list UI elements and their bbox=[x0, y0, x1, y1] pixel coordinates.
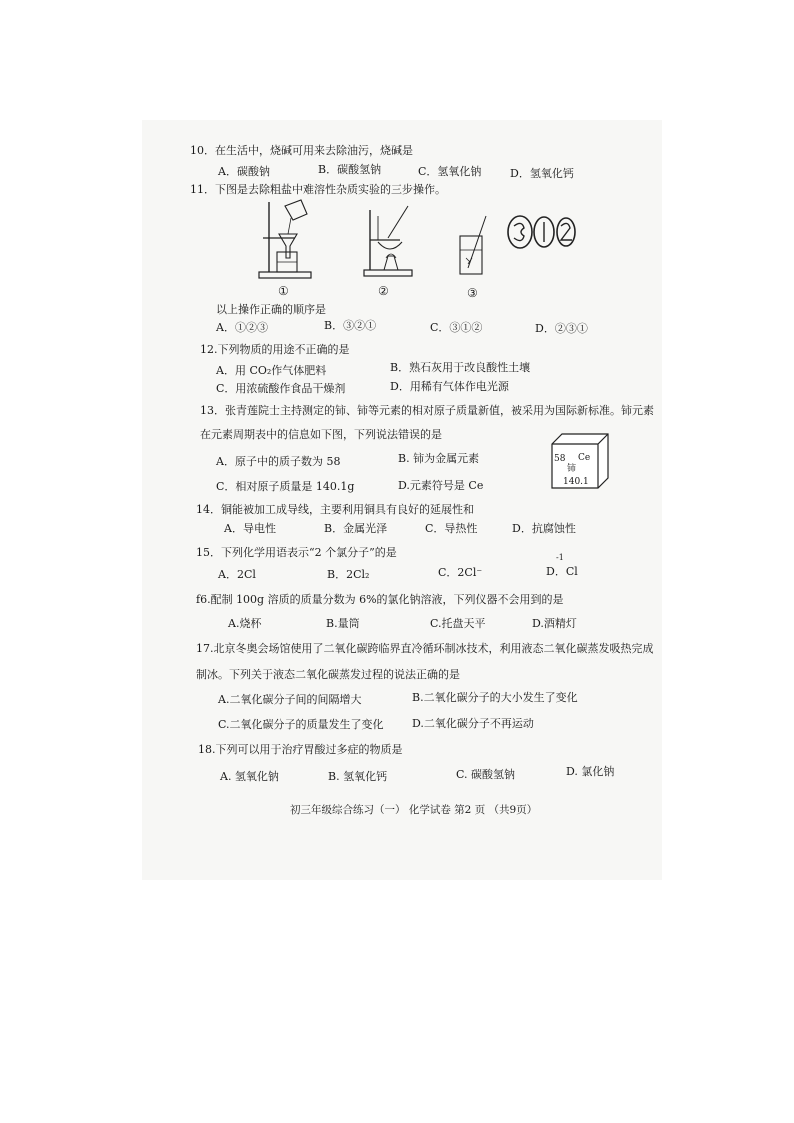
q11-sub: 以上操作正确的顺序是 bbox=[216, 303, 326, 316]
q13-option-a: A．原子中的质子数为 58 bbox=[216, 455, 341, 468]
q18-option-c: C. 碳酸氢钠 bbox=[456, 768, 516, 781]
handwritten-scribble bbox=[504, 210, 584, 254]
q10-option-d: D．氢氧化钙 bbox=[510, 167, 574, 180]
q11-option-a: A．①②③ bbox=[216, 321, 268, 334]
q14-option-a: A．导电性 bbox=[224, 522, 276, 535]
element-name: 铈 bbox=[567, 464, 577, 474]
q15-option-b: B．2Cl₂ bbox=[327, 568, 370, 581]
q14-option-c: C．导热性 bbox=[425, 522, 478, 535]
q18-option-a: A. 氢氧化钠 bbox=[220, 770, 279, 783]
q13-option-b: B. 铈为金属元素 bbox=[398, 452, 480, 465]
q15-option-a: A．2Cl bbox=[218, 568, 256, 581]
q14-stem: 14．铜能被加工成导线，主要利用铜具有良好的延展性和 bbox=[196, 503, 474, 516]
q10-option-c: C．氢氧化钠 bbox=[418, 165, 482, 178]
q12-stem: 12.下列物质的用途不正确的是 bbox=[200, 343, 350, 356]
element-mass: 140.1 bbox=[563, 477, 589, 487]
figure-label-1: ① bbox=[278, 284, 289, 298]
q16-option-d: D.酒精灯 bbox=[532, 617, 577, 630]
q11-stem: 11．下图是去除粗盐中难溶性杂质实验的三步操作。 bbox=[190, 183, 446, 196]
q17-stem-line2: 制冰。下列关于液态二氧化碳蒸发过程的说法正确的是 bbox=[196, 668, 460, 681]
q18-option-b: B. 氢氧化钙 bbox=[328, 770, 388, 783]
q12-option-a: A．用 CO₂作气体肥料 bbox=[216, 364, 327, 377]
q16-option-a: A.烧杯 bbox=[228, 617, 262, 630]
filtration-figure bbox=[255, 196, 325, 280]
figure-label-3: ③ bbox=[467, 286, 478, 300]
q17-option-c: C.二氧化碳分子的质量发生了变化 bbox=[218, 718, 384, 731]
q14-option-d: D．抗腐蚀性 bbox=[512, 522, 576, 535]
element-atomic-number: 58 bbox=[554, 454, 566, 464]
dissolving-figure bbox=[456, 214, 492, 278]
q12-option-c: C．用浓硫酸作食品干燥剂 bbox=[216, 382, 346, 395]
q12-option-b: B．熟石灰用于改良酸性土壤 bbox=[390, 361, 531, 374]
q15-superscript: -1 bbox=[556, 553, 564, 562]
figure-label-2: ② bbox=[378, 284, 389, 298]
q17-option-a: A.二氧化碳分子间的间隔增大 bbox=[218, 693, 362, 706]
q13-option-c: C．相对原子质量是 140.1g bbox=[216, 480, 355, 493]
q16-option-b: B.量筒 bbox=[326, 617, 360, 630]
element-symbol: Ce bbox=[578, 453, 591, 463]
q16-option-c: C.托盘天平 bbox=[430, 617, 486, 630]
page-footer: 初三年级综合练习（一） 化学试卷 第2 页 （共9页） bbox=[290, 804, 538, 816]
q18-stem: 18.下列可以用于治疗胃酸过多症的物质是 bbox=[198, 743, 403, 756]
q10-option-a: A．碳酸钠 bbox=[218, 165, 270, 178]
q12-option-d: D．用稀有气体作电光源 bbox=[390, 380, 509, 393]
q18-option-d: D. 氯化钠 bbox=[566, 765, 615, 778]
q13-option-d: D.元素符号是 Ce bbox=[398, 479, 484, 492]
q16-stem: f6.配制 100g 溶质的质量分数为 6%的氯化钠溶液，下列仪器不会用到的是 bbox=[196, 593, 564, 606]
q11-option-d: D．②③① bbox=[535, 322, 588, 335]
q11-option-b: B．③②① bbox=[324, 319, 377, 332]
q17-option-b: B.二氧化碳分子的大小发生了变化 bbox=[412, 691, 578, 704]
q15-option-d: D．Cl bbox=[546, 565, 578, 578]
q15-option-c: C．2Cl⁻ bbox=[438, 566, 483, 579]
q13-stem-line1: 13．张青莲院士主持测定的铈、铈等元素的相对原子质量新值，被采用为国际新标准。铈元素 bbox=[200, 404, 654, 417]
evaporation-figure bbox=[360, 196, 420, 278]
q14-option-b: B．金属光泽 bbox=[324, 522, 388, 535]
q17-option-d: D.二氧化碳分子不再运动 bbox=[412, 717, 534, 730]
q11-option-c: C．③①② bbox=[430, 321, 483, 334]
q10-option-b: B．碳酸氢钠 bbox=[318, 163, 382, 176]
q13-stem-line2: 在元素周期表中的信息如下图，下列说法错误的是 bbox=[200, 428, 442, 441]
q17-stem-line1: 17.北京冬奥会场馆使用了二氧化碳跨临界直冷循环制冰技术，利用液态二氧化碳蒸发吸热完成 bbox=[196, 642, 654, 655]
q10-stem: 10．在生活中，烧碱可用来去除油污，烧碱是 bbox=[190, 144, 413, 157]
q15-stem: 15．下列化学用语表示“2 个氯分子”的是 bbox=[196, 546, 397, 559]
